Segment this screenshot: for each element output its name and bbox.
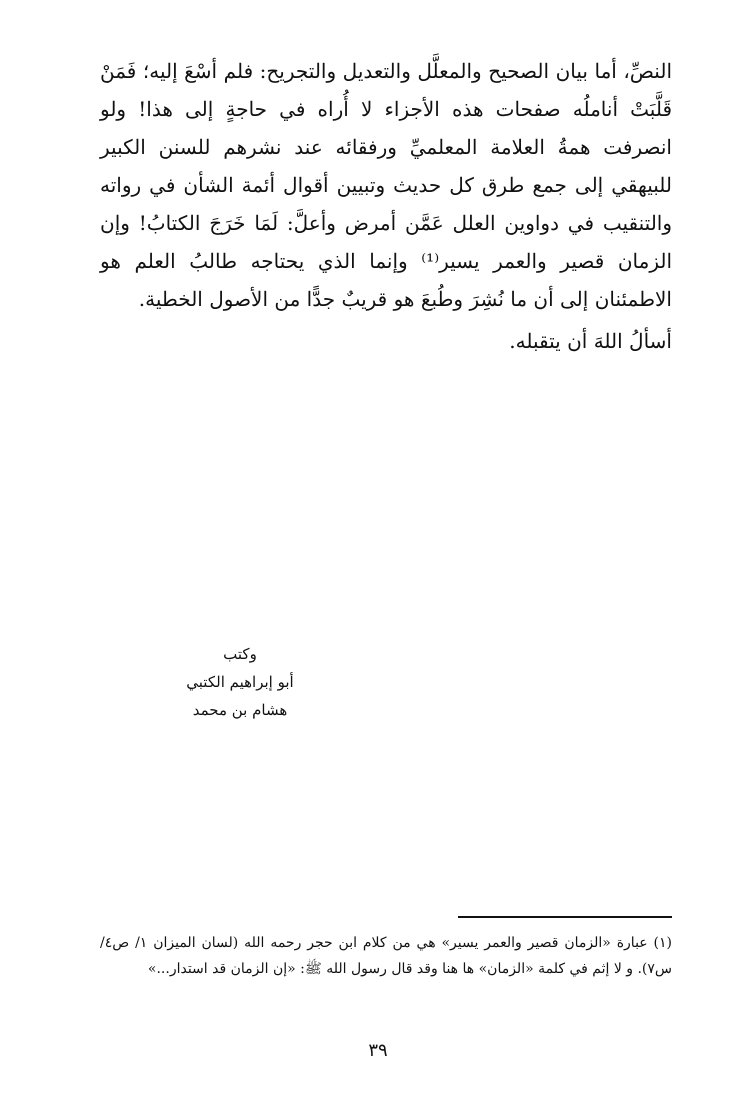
signature-kunya: أبو إبراهيم الكتبي — [186, 673, 294, 691]
author-signature — [180, 640, 300, 724]
page-number: ٣٩ — [368, 1040, 388, 1061]
body-paragraph: النصِّ، أما بيان الصحيح والمعلَّل والتعديل والتجريح: فلم أسْعَ إليه؛ فَمَنْ قَلَّبَتْ أناملُه صفحات هذه الأجزاء لا أُراه في حاجةٍ إلى هذا! ولو انصرفت همةُ العلامة المعلميِّ ورفقائه عند نشرهم للسنن الكبير للبيهقي إلى جمع طرق كل حديث وتبيين أقوال أئمة الشأن في رواته والتنقيب في دواوين العلل عَمَّن أمرض وأعلَّ: لَمَا خَرَجَ الكتابُ! وإن الزمان قصير والعمر يسير⁽¹⁾ وإنما الذي يحتاجه طالبُ العلم هو الاطمئنان إلى أن ما نُشِرَ وطُبعَ هو قريبٌ جدًّا من الأصول الخطية. — [100, 59, 673, 311]
closing-supplication: أسألُ اللهَ أن يتقبله. — [509, 329, 672, 353]
footnote-divider — [458, 916, 672, 918]
signature-name: هشام بن محمد — [192, 701, 288, 719]
footnote-text: (١) عبارة «الزمان قصير والعمر يسير» هي من كلام ابن حجر رحمه الله (لسان الميزان ١/ ص٤/ س٧). و لا إثم في كلمة «الزمان» ها هنا وقد قال رسول الله ﷺ: «إن الزمان قد استدار...» — [100, 935, 673, 977]
footnote-block — [100, 930, 672, 982]
signature-written-by: وكتب — [223, 645, 257, 663]
main-text-block — [100, 52, 672, 318]
